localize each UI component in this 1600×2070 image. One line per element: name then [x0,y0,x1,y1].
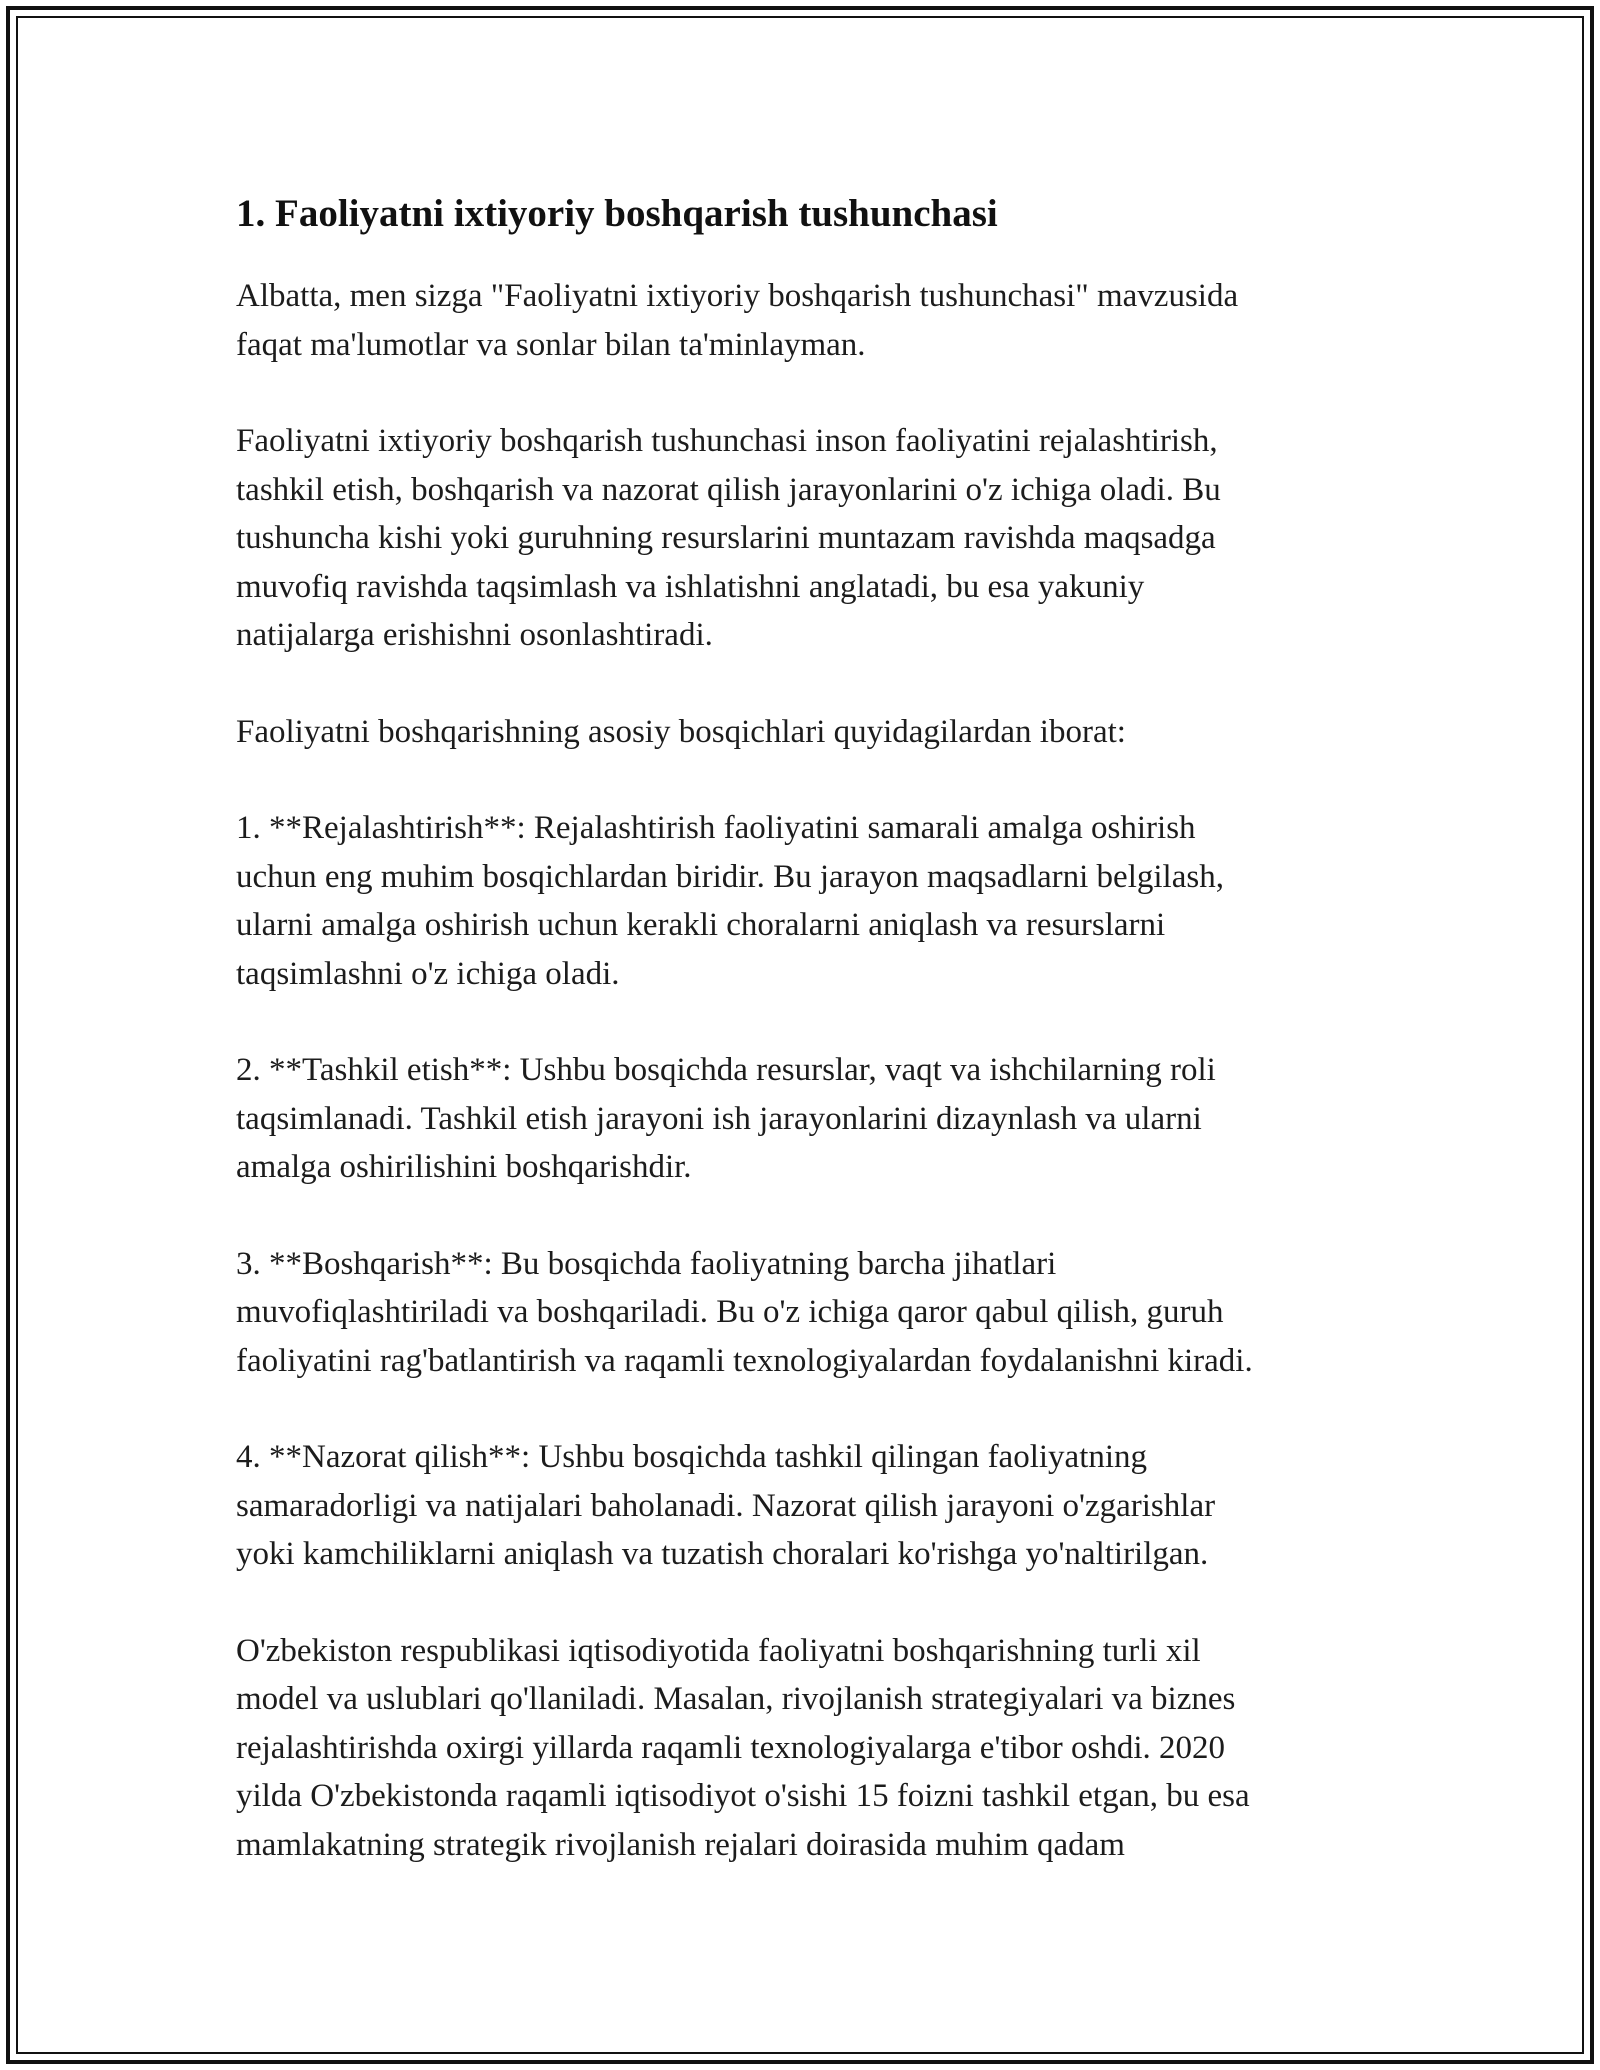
text-line: Albatta, men sizga "Faoliyatni ixtiyoriy boshqarish tushunchasi" mavzusida [236,278,1239,314]
text-line: mamlakatning strategik rivojlanish rejalari doirasida muhim qadam [236,1826,1125,1863]
paragraph [236,708,1386,757]
text-line: model va uslublari qo'llaniladi. Masalan, rivojlanish strategiyalari va biznes [236,1681,1236,1717]
document-body [236,186,1386,1917]
text-line: natijalarga erishishni osonlashtiradi. [236,617,713,653]
paragraph [236,804,1386,998]
text-line: uchun eng muhim bosqichlardan biridir. Bu jarayon maqsadlarni belgilash, [236,858,1224,895]
text-line: 4. **Nazorat qilish**: Ushbu bosqichda tashkil qilingan faoliyatning [236,1439,1148,1475]
text-line: samaradorligi va natijalari baholanadi. Nazorat qilish jarayoni o'zgarishlar [236,1487,1216,1524]
paragraph [236,1046,1386,1192]
text-line: 2. **Tashkil etish**: Ushbu bosqichda resurslar, vaqt va ishchilarning roli [236,1052,1216,1088]
text-line: amalga oshirilishini boshqarishdir. [236,1149,692,1185]
text-line: Faoliyatni boshqarishning asosiy bosqichlari quyidagilardan iborat: [236,713,1126,750]
text-line: yoki kamchiliklarni aniqlash va tuzatish choralari ko'rishga yo'naltirilgan. [236,1536,1209,1572]
text-line: O'zbekiston respublikasi iqtisodiyotida faoliyatni boshqarishning turli xil [236,1632,1201,1669]
text-line: Faoliyatni ixtiyoriy boshqarish tushunchasi inson faoliyatini rejalashtirish, [236,423,1218,459]
paragraph [236,1240,1386,1386]
text-line: 1. **Rejalashtirish**: Rejalashtirish faoliyatini samarali amalga oshirish [236,810,1196,846]
text-line: taqsimlanadi. Tashkil etish jarayoni ish jarayonlarini dizaynlash va ularni [236,1100,1202,1137]
text-line: ularni amalga oshirish uchun kerakli choralarni aniqlash va resurslarni [236,907,1166,943]
text-line: faoliyatini rag'batlantirish va raqamli texnologiyalardan foydalanishni kiradi. [236,1342,1253,1379]
paragraph [236,272,1386,369]
text-line: rejalashtirishda oxirgi yillarda raqamli texnologiyalarga e'tibor oshdi. 2020 [236,1729,1225,1766]
paragraph [236,417,1386,660]
text-line: taqsimlashni o'z ichiga oladi. [236,955,620,992]
paragraph [236,1627,1386,1870]
text-line: yilda O'zbekistonda raqamli iqtisodiyot o'sishi 15 foizni tashkil etgan, bu esa [236,1778,1250,1814]
text-line: muvofiqlashtiriladi va boshqariladi. Bu o'z ichiga qaror qabul qilish, guruh [236,1294,1224,1330]
text-line: faqat ma'lumotlar va sonlar bilan ta'minlayman. [236,326,866,363]
text-line: 3. **Boshqarish**: Bu bosqichda faoliyatning barcha jihatlari [236,1245,1057,1282]
paragraph [236,1433,1386,1579]
paragraph-list [236,272,1386,1869]
text-line: muvofiq ravishda taqsimlash va ishlatishni anglatadi, bu esa yakuniy [236,568,1145,605]
text-line: tushuncha kishi yoki guruhning resurslarini muntazam ravishda maqsadga [236,520,1216,556]
section-heading: 1. Faoliyatni ixtiyoriy boshqarish tushunchasi [236,192,998,235]
text-line: tashkil etish, boshqarish va nazorat qilish jarayonlarini o'z ichiga oladi. Bu [236,471,1221,508]
